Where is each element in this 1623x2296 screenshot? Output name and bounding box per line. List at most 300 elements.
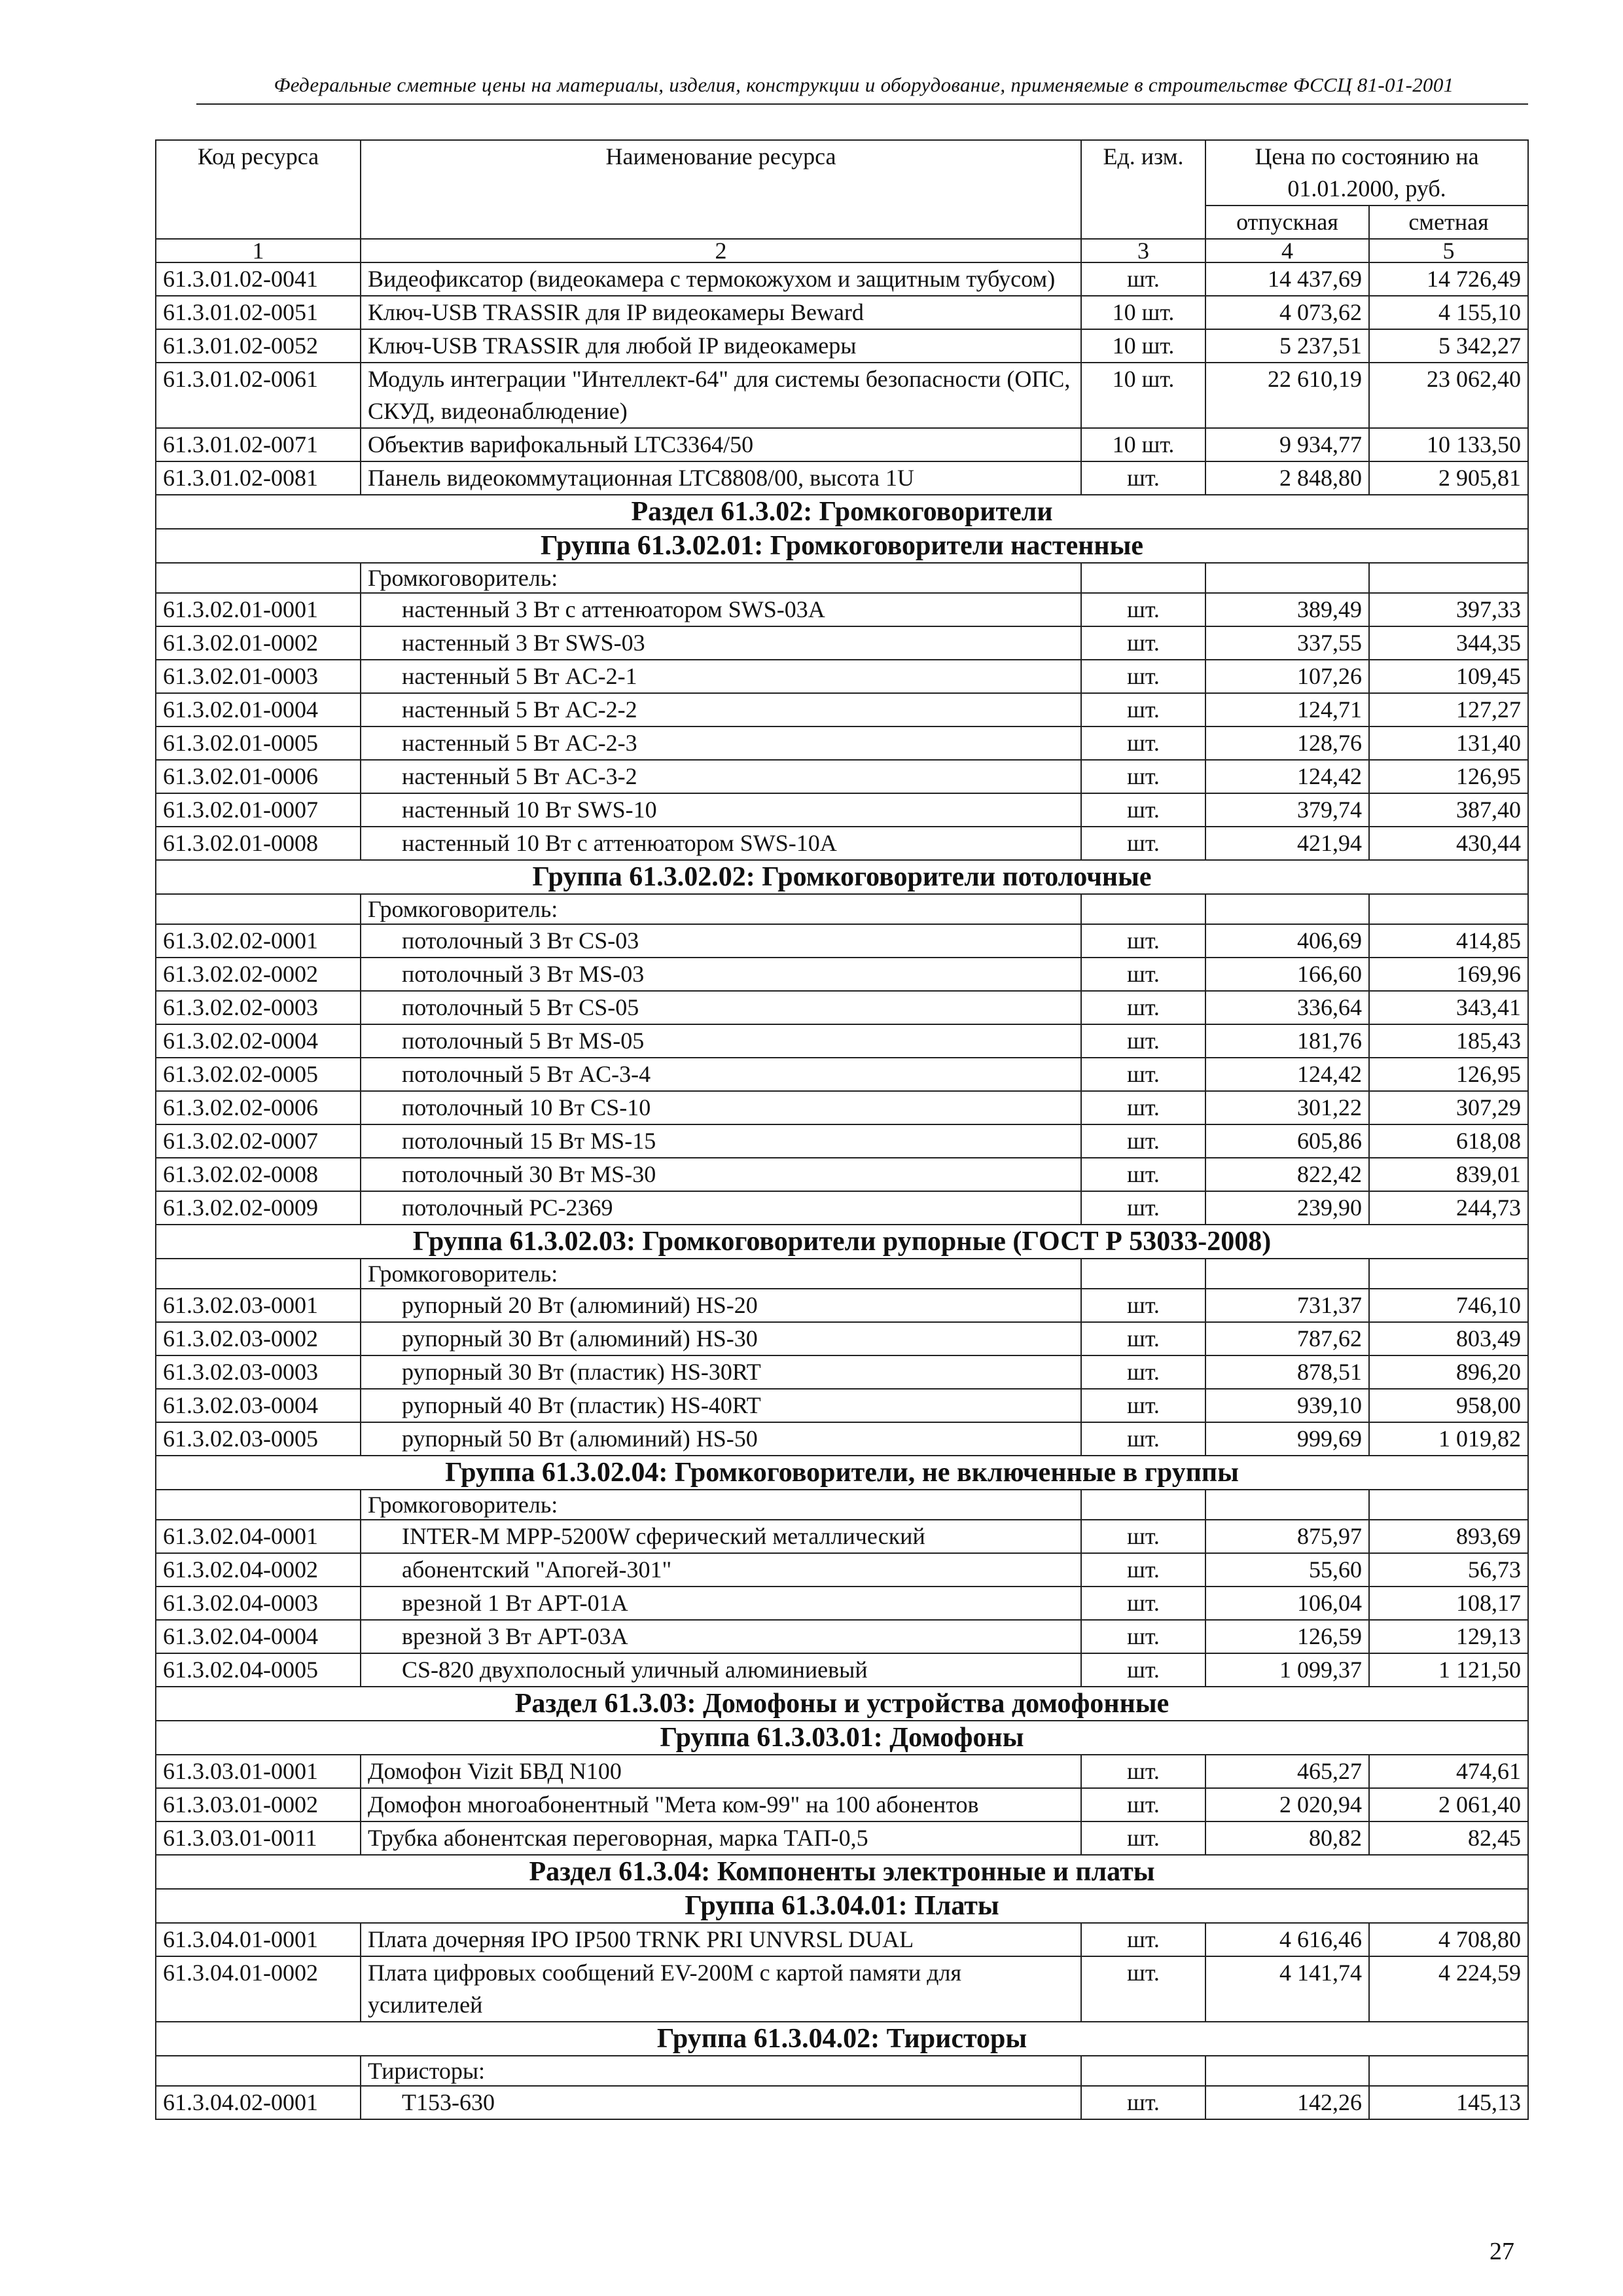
resource-name: настенный 5 Вт AC-3-2: [361, 760, 1081, 793]
unit: [1081, 563, 1205, 593]
unit: шт.: [1081, 1124, 1205, 1158]
table-row: [156, 1389, 1528, 1422]
resource-code: 61.3.02.03-0003: [156, 1355, 361, 1389]
resource-code: 61.3.02.03-0005: [156, 1422, 361, 1456]
resource-name: потолочный 5 Вт MS-05: [361, 1024, 1081, 1058]
section-heading-row: [156, 529, 1528, 563]
unit: шт.: [1081, 760, 1205, 793]
unit: [1081, 2056, 1205, 2086]
unit: шт.: [1081, 958, 1205, 991]
estimate-price: 414,85: [1369, 924, 1528, 958]
estimate-price: 129,13: [1369, 1620, 1528, 1653]
table-row: [156, 1620, 1528, 1653]
resource-name: потолочный 3 Вт CS-03: [361, 924, 1081, 958]
estimate-price: 2 061,40: [1369, 1788, 1528, 1821]
release-price: 4 616,46: [1205, 1923, 1369, 1956]
table-row: [156, 1058, 1528, 1091]
table-row: [156, 1289, 1528, 1322]
release-price: 106,04: [1205, 1587, 1369, 1620]
estimate-price: [1369, 1259, 1528, 1289]
resource-code: 61.3.01.02-0081: [156, 461, 361, 495]
unit: шт.: [1081, 1821, 1205, 1855]
resource-name: врезной 1 Вт APT-01A: [361, 1587, 1081, 1620]
estimate-price: 344,35: [1369, 626, 1528, 660]
resource-name: рупорный 50 Вт (алюминий) HS-50: [361, 1422, 1081, 1456]
release-price: 166,60: [1205, 958, 1369, 991]
table-header: [156, 140, 1528, 262]
section-heading: Раздел 61.3.04: Компоненты электронные и платы: [156, 1855, 1528, 1889]
table-row: [156, 1158, 1528, 1191]
resource-name: потолочный PC-2369: [361, 1191, 1081, 1225]
table-row: [156, 363, 1528, 428]
table-row: [156, 1422, 1528, 1456]
release-price: [1205, 1490, 1369, 1520]
estimate-price: 343,41: [1369, 991, 1528, 1024]
section-heading: Группа 61.3.02.01: Громкоговорители настенные: [156, 529, 1528, 563]
unit: 10 шт.: [1081, 329, 1205, 363]
resource-code: 61.3.02.02-0002: [156, 958, 361, 991]
section-heading-row: [156, 1225, 1528, 1259]
estimate-price: 185,43: [1369, 1024, 1528, 1058]
resource-name: Трубка абонентская переговорная, марка ТАП-0,5: [361, 1821, 1081, 1855]
section-heading: Раздел 61.3.03: Домофоны и устройства домофонные: [156, 1687, 1528, 1721]
release-price: 389,49: [1205, 593, 1369, 626]
estimate-price: 2 905,81: [1369, 461, 1528, 495]
resource-code: 61.3.01.02-0071: [156, 428, 361, 461]
resource-code: 61.3.02.02-0008: [156, 1158, 361, 1191]
resource-code: 61.3.01.02-0061: [156, 363, 361, 428]
table-row: [156, 924, 1528, 958]
table-row: [156, 1191, 1528, 1225]
unit: 10 шт.: [1081, 363, 1205, 428]
estimate-price: 82,45: [1369, 1821, 1528, 1855]
resource-name: потолочный 5 Вт AC-3-4: [361, 1058, 1081, 1091]
resource-name: CS-820 двухполосный уличный алюминиевый: [361, 1653, 1081, 1687]
unit: шт.: [1081, 991, 1205, 1024]
resource-code: 61.3.02.03-0001: [156, 1289, 361, 1322]
resource-code: [156, 1490, 361, 1520]
resource-code: 61.3.02.03-0002: [156, 1322, 361, 1355]
release-price: 336,64: [1205, 991, 1369, 1024]
release-price: [1205, 2056, 1369, 2086]
resource-name: настенный 3 Вт с аттенюатором SWS-03A: [361, 593, 1081, 626]
estimate-price: [1369, 563, 1528, 593]
section-heading: Группа 61.3.04.01: Платы: [156, 1889, 1528, 1923]
column-number: 5: [1369, 239, 1528, 262]
estimate-price: 4 155,10: [1369, 296, 1528, 329]
resource-name: рупорный 30 Вт (алюминий) HS-30: [361, 1322, 1081, 1355]
resource-code: 61.3.02.02-0009: [156, 1191, 361, 1225]
release-price: 181,76: [1205, 1024, 1369, 1058]
resource-code: 61.3.02.04-0002: [156, 1553, 361, 1587]
table-row: [156, 1024, 1528, 1058]
resource-name: Плата дочерняя IPO IP500 TRNK PRI UNVRSL DUAL: [361, 1923, 1081, 1956]
category-label: Громкоговоритель:: [361, 1490, 1081, 1520]
resource-name: потолочный 30 Вт MS-30: [361, 1158, 1081, 1191]
release-price: 406,69: [1205, 924, 1369, 958]
table-row: [156, 1553, 1528, 1587]
unit: шт.: [1081, 1289, 1205, 1322]
release-price: 731,37: [1205, 1289, 1369, 1322]
resource-code: 61.3.02.02-0001: [156, 924, 361, 958]
header-name: Наименование ресурса: [361, 140, 1081, 239]
unit: шт.: [1081, 660, 1205, 693]
release-price: [1205, 1259, 1369, 1289]
resource-code: 61.3.02.01-0003: [156, 660, 361, 693]
category-label-row: [156, 563, 1528, 593]
resource-name: Домофон многоабонентный "Мета ком-99" на 100 абонентов: [361, 1788, 1081, 1821]
release-price: 22 610,19: [1205, 363, 1369, 428]
section-heading-row: [156, 1855, 1528, 1889]
unit: шт.: [1081, 793, 1205, 827]
resource-code: 61.3.03.01-0002: [156, 1788, 361, 1821]
table-row: [156, 1821, 1528, 1855]
column-number: 2: [361, 239, 1081, 262]
resource-code: 61.3.02.01-0007: [156, 793, 361, 827]
release-price: [1205, 563, 1369, 593]
unit: шт.: [1081, 1191, 1205, 1225]
unit: шт.: [1081, 1024, 1205, 1058]
release-price: 787,62: [1205, 1322, 1369, 1355]
table-row: [156, 1956, 1528, 2022]
release-price: 9 934,77: [1205, 428, 1369, 461]
estimate-price: 958,00: [1369, 1389, 1528, 1422]
unit: шт.: [1081, 1520, 1205, 1553]
unit: шт.: [1081, 1553, 1205, 1587]
resource-code: 61.3.02.02-0003: [156, 991, 361, 1024]
unit: шт.: [1081, 1587, 1205, 1620]
column-number: 1: [156, 239, 361, 262]
resource-code: 61.3.02.02-0007: [156, 1124, 361, 1158]
resource-name: Модуль интеграции "Интеллект-64" для системы безопасности (ОПС, СКУД, видеонаблюдение): [361, 363, 1081, 428]
section-heading: Группа 61.3.02.02: Громкоговорители потолочные: [156, 860, 1528, 894]
estimate-price: 4 708,80: [1369, 1923, 1528, 1956]
release-price: 421,94: [1205, 827, 1369, 860]
resource-code: 61.3.02.01-0006: [156, 760, 361, 793]
unit: шт.: [1081, 1389, 1205, 1422]
estimate-price: 746,10: [1369, 1289, 1528, 1322]
resource-name: потолочный 10 Вт CS-10: [361, 1091, 1081, 1124]
estimate-price: 896,20: [1369, 1355, 1528, 1389]
table-row: [156, 1355, 1528, 1389]
category-label: Громкоговоритель:: [361, 563, 1081, 593]
release-price: 999,69: [1205, 1422, 1369, 1456]
page-header: Федеральные сметные цены на материалы, изделия, конструкции и оборудование, применяемые в строительстве ФССЦ 81-01-2001: [274, 73, 1454, 96]
section-heading-row: [156, 2022, 1528, 2056]
unit: [1081, 1259, 1205, 1289]
release-price: 605,86: [1205, 1124, 1369, 1158]
resource-name: настенный 10 Вт с аттенюатором SWS-10A: [361, 827, 1081, 860]
release-price: 107,26: [1205, 660, 1369, 693]
category-label-row: [156, 2056, 1528, 2086]
release-price: 126,59: [1205, 1620, 1369, 1653]
estimate-price: [1369, 2056, 1528, 2086]
release-price: 1 099,37: [1205, 1653, 1369, 1687]
unit: шт.: [1081, 1355, 1205, 1389]
table-row: [156, 296, 1528, 329]
section-heading: Раздел 61.3.02: Громкоговорители: [156, 495, 1528, 529]
release-price: 124,42: [1205, 760, 1369, 793]
resource-code: 61.3.03.01-0011: [156, 1821, 361, 1855]
resource-name: настенный 3 Вт SWS-03: [361, 626, 1081, 660]
resource-code: 61.3.02.01-0002: [156, 626, 361, 660]
resource-name: Т153-630: [361, 2086, 1081, 2119]
table-row: [156, 793, 1528, 827]
resource-code: 61.3.02.03-0004: [156, 1389, 361, 1422]
resource-code: 61.3.02.04-0001: [156, 1520, 361, 1553]
resource-name: настенный 5 Вт AC-2-2: [361, 693, 1081, 726]
category-label-row: [156, 894, 1528, 924]
header-price: Цена по состоянию на 01.01.2000, руб.: [1205, 140, 1528, 206]
unit: шт.: [1081, 1653, 1205, 1687]
resource-name: рупорный 20 Вт (алюминий) HS-20: [361, 1289, 1081, 1322]
column-number: 4: [1205, 239, 1369, 262]
release-price: 124,42: [1205, 1058, 1369, 1091]
resource-name: настенный 5 Вт AC-2-3: [361, 726, 1081, 760]
column-number: 3: [1081, 239, 1205, 262]
estimate-price: [1369, 894, 1528, 924]
table-row: [156, 461, 1528, 495]
resource-name: Плата цифровых сообщений EV-200M с картой памяти для усилителей: [361, 1956, 1081, 2022]
category-label: Громкоговоритель:: [361, 1259, 1081, 1289]
resource-name: Ключ-USB TRASSIR для IP видеокамеры Beward: [361, 296, 1081, 329]
release-price: 2 020,94: [1205, 1788, 1369, 1821]
resource-name: Видеофиксатор (видеокамера с термокожухом и защитным тубусом): [361, 262, 1081, 296]
release-price: 124,71: [1205, 693, 1369, 726]
table-row: [156, 991, 1528, 1024]
resource-code: 61.3.02.01-0005: [156, 726, 361, 760]
estimate-price: 108,17: [1369, 1587, 1528, 1620]
table-row: [156, 1520, 1528, 1553]
page-number: 27: [1489, 2238, 1514, 2265]
category-label-row: [156, 1259, 1528, 1289]
table-row: [156, 958, 1528, 991]
estimate-price: [1369, 1490, 1528, 1520]
resource-code: 61.3.02.01-0004: [156, 693, 361, 726]
table-row: [156, 726, 1528, 760]
unit: шт.: [1081, 1091, 1205, 1124]
estimate-price: 4 224,59: [1369, 1956, 1528, 2022]
table-row: [156, 1091, 1528, 1124]
resource-code: 61.3.02.02-0006: [156, 1091, 361, 1124]
resource-code: [156, 1259, 361, 1289]
resource-name: настенный 10 Вт SWS-10: [361, 793, 1081, 827]
section-heading: Группа 61.3.02.04: Громкоговорители, не включенные в группы: [156, 1456, 1528, 1490]
estimate-price: 14 726,49: [1369, 262, 1528, 296]
unit: шт.: [1081, 626, 1205, 660]
section-heading-row: [156, 1456, 1528, 1490]
unit: шт.: [1081, 693, 1205, 726]
release-price: 337,55: [1205, 626, 1369, 660]
estimate-price: 387,40: [1369, 793, 1528, 827]
table-row: [156, 660, 1528, 693]
resource-code: 61.3.02.01-0001: [156, 593, 361, 626]
estimate-price: 169,96: [1369, 958, 1528, 991]
unit: шт.: [1081, 827, 1205, 860]
section-heading-row: [156, 495, 1528, 529]
unit: [1081, 1490, 1205, 1520]
unit: [1081, 894, 1205, 924]
release-price: 878,51: [1205, 1355, 1369, 1389]
release-price: 822,42: [1205, 1158, 1369, 1191]
resource-name: Объектив варифокальный LTC3364/50: [361, 428, 1081, 461]
resource-code: 61.3.04.02-0001: [156, 2086, 361, 2119]
estimate-price: 618,08: [1369, 1124, 1528, 1158]
resource-name: рупорный 30 Вт (пластик) HS-30RT: [361, 1355, 1081, 1389]
section-heading: Группа 61.3.03.01: Домофоны: [156, 1721, 1528, 1755]
table-row: [156, 1788, 1528, 1821]
release-price: 239,90: [1205, 1191, 1369, 1225]
unit: шт.: [1081, 726, 1205, 760]
unit: шт.: [1081, 1788, 1205, 1821]
resource-code: 61.3.02.04-0004: [156, 1620, 361, 1653]
resource-code: [156, 2056, 361, 2086]
resource-name: настенный 5 Вт AC-2-1: [361, 660, 1081, 693]
table-row: [156, 693, 1528, 726]
resource-name: рупорный 40 Вт (пластик) HS-40RT: [361, 1389, 1081, 1422]
resource-code: 61.3.04.01-0002: [156, 1956, 361, 2022]
release-price: 465,27: [1205, 1755, 1369, 1788]
estimate-price: 145,13: [1369, 2086, 1528, 2119]
resource-name: врезной 3 Вт APT-03A: [361, 1620, 1081, 1653]
estimate-price: 307,29: [1369, 1091, 1528, 1124]
unit: шт.: [1081, 461, 1205, 495]
estimate-price: 397,33: [1369, 593, 1528, 626]
unit: шт.: [1081, 1620, 1205, 1653]
section-heading-row: [156, 1721, 1528, 1755]
table-row: [156, 1755, 1528, 1788]
resource-name: потолочный 3 Вт MS-03: [361, 958, 1081, 991]
release-price: 14 437,69: [1205, 262, 1369, 296]
estimate-price: 109,45: [1369, 660, 1528, 693]
estimate-price: 5 342,27: [1369, 329, 1528, 363]
table-row: [156, 329, 1528, 363]
resource-name: Ключ-USB TRASSIR для любой IP видеокамеры: [361, 329, 1081, 363]
estimate-price: 1 019,82: [1369, 1422, 1528, 1456]
estimate-price: 126,95: [1369, 1058, 1528, 1091]
release-price: 55,60: [1205, 1553, 1369, 1587]
table-row: [156, 626, 1528, 660]
release-price: 4 073,62: [1205, 296, 1369, 329]
section-heading: Группа 61.3.02.03: Громкоговорители рупорные (ГОСТ Р 53033-2008): [156, 1225, 1528, 1259]
estimate-price: 893,69: [1369, 1520, 1528, 1553]
table-row: [156, 2086, 1528, 2119]
release-price: 939,10: [1205, 1389, 1369, 1422]
resource-code: [156, 563, 361, 593]
table-row: [156, 1587, 1528, 1620]
resource-code: 61.3.02.02-0005: [156, 1058, 361, 1091]
estimate-price: 839,01: [1369, 1158, 1528, 1191]
release-price: 301,22: [1205, 1091, 1369, 1124]
resource-code: 61.3.03.01-0001: [156, 1755, 361, 1788]
unit: шт.: [1081, 593, 1205, 626]
resource-name: INTER-M MPP-5200W сферический металлический: [361, 1520, 1081, 1553]
unit: 10 шт.: [1081, 428, 1205, 461]
release-price: 2 848,80: [1205, 461, 1369, 495]
table-row: [156, 1923, 1528, 1956]
resource-code: 61.3.02.02-0004: [156, 1024, 361, 1058]
resource-name: потолочный 5 Вт CS-05: [361, 991, 1081, 1024]
resource-code: 61.3.02.04-0005: [156, 1653, 361, 1687]
unit: шт.: [1081, 1158, 1205, 1191]
price-table: [155, 139, 1529, 2120]
estimate-price: 127,27: [1369, 693, 1528, 726]
resource-code: [156, 894, 361, 924]
unit: шт.: [1081, 2086, 1205, 2119]
category-label-row: [156, 1490, 1528, 1520]
table-row: [156, 593, 1528, 626]
table-body: [156, 262, 1528, 2119]
release-price: 875,97: [1205, 1520, 1369, 1553]
resource-code: 61.3.01.02-0041: [156, 262, 361, 296]
table-row: [156, 1322, 1528, 1355]
unit: 10 шт.: [1081, 296, 1205, 329]
estimate-price: 803,49: [1369, 1322, 1528, 1355]
resource-code: 61.3.01.02-0052: [156, 329, 361, 363]
estimate-price: 10 133,50: [1369, 428, 1528, 461]
resource-name: Панель видеокоммутационная LTC8808/00, высота 1U: [361, 461, 1081, 495]
resource-name: Домофон Vizit БВД N100: [361, 1755, 1081, 1788]
unit: шт.: [1081, 1923, 1205, 1956]
section-heading: Группа 61.3.04.02: Тиристоры: [156, 2022, 1528, 2056]
release-price: 142,26: [1205, 2086, 1369, 2119]
unit: шт.: [1081, 1322, 1205, 1355]
estimate-price: 1 121,50: [1369, 1653, 1528, 1687]
release-price: 128,76: [1205, 726, 1369, 760]
release-price: 379,74: [1205, 793, 1369, 827]
table-row: [156, 1124, 1528, 1158]
header-rule: [196, 103, 1528, 105]
release-price: 4 141,74: [1205, 1956, 1369, 2022]
resource-code: 61.3.01.02-0051: [156, 296, 361, 329]
estimate-price: 244,73: [1369, 1191, 1528, 1225]
section-heading-row: [156, 1889, 1528, 1923]
resource-code: 61.3.02.01-0008: [156, 827, 361, 860]
category-label: Громкоговоритель:: [361, 894, 1081, 924]
table-row: [156, 262, 1528, 296]
header-unit: Ед. изм.: [1081, 140, 1205, 239]
estimate-price: 126,95: [1369, 760, 1528, 793]
unit: шт.: [1081, 262, 1205, 296]
table-row: [156, 428, 1528, 461]
release-price: 5 237,51: [1205, 329, 1369, 363]
unit: шт.: [1081, 1422, 1205, 1456]
category-label: Тиристоры:: [361, 2056, 1081, 2086]
unit: шт.: [1081, 1956, 1205, 2022]
section-heading-row: [156, 860, 1528, 894]
section-heading-row: [156, 1687, 1528, 1721]
unit: шт.: [1081, 1058, 1205, 1091]
estimate-price: 430,44: [1369, 827, 1528, 860]
header-code: Код ресурса: [156, 140, 361, 239]
unit: шт.: [1081, 1755, 1205, 1788]
release-price: 80,82: [1205, 1821, 1369, 1855]
unit: шт.: [1081, 924, 1205, 958]
resource-name: потолочный 15 Вт MS-15: [361, 1124, 1081, 1158]
estimate-price: 474,61: [1369, 1755, 1528, 1788]
estimate-price: 23 062,40: [1369, 363, 1528, 428]
estimate-price: 131,40: [1369, 726, 1528, 760]
table-row: [156, 760, 1528, 793]
release-price: [1205, 894, 1369, 924]
resource-code: 61.3.04.01-0001: [156, 1923, 361, 1956]
table-row: [156, 1653, 1528, 1687]
resource-code: 61.3.02.04-0003: [156, 1587, 361, 1620]
header-estimate: сметная: [1369, 206, 1528, 239]
estimate-price: 56,73: [1369, 1553, 1528, 1587]
resource-name: абонентский "Апогей-301": [361, 1553, 1081, 1587]
table-row: [156, 827, 1528, 860]
